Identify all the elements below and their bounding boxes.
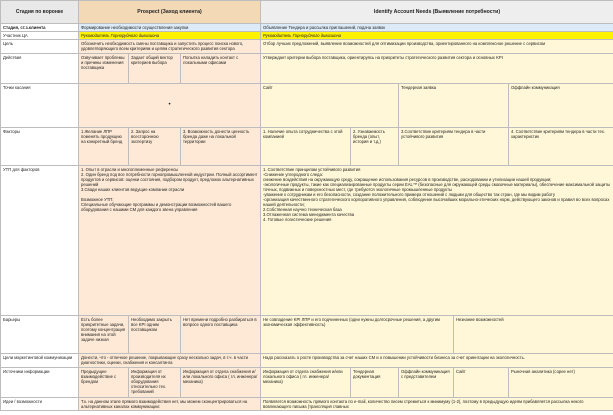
usp-line: Возможное УТП: <box>81 197 114 202</box>
identify-goal: Отбор лучших предложений, выявление возможностей для оптимизации производства, ориентированного на комплексное решение с сервисом <box>261 40 613 54</box>
identify-factor-4: 4. Соответствие критериям тендера в части тех. характеристик <box>509 128 613 166</box>
usp-line: 3.Отлаженная система менеджмента качества <box>263 212 355 217</box>
identify-factor-2: 2. Узнаваемость бренда (опыт, история и т.д.) <box>351 128 399 166</box>
row-label-touchpoints: Точки касания <box>1 84 79 128</box>
identify-touchpoint-offline: Оффлайн коммуникация <box>509 84 613 128</box>
row-label-client-stage: Стадия, ст.з.клиента <box>1 24 79 32</box>
identify-source-2: Тендерная документация <box>351 368 399 398</box>
usp-line: 1. Опыт в отрасли и многоплеменные референсы <box>81 167 179 172</box>
identify-ideas: Появляется возможность прямого контакта по e-mail, количество писем стремиться к минимуму (1-2), поэтому в предыдущую идеям прибавляется рассылка некого вовлекающего письма (трансляция главных <box>261 398 613 411</box>
row-label-actions: Действия <box>1 54 79 84</box>
prospect-client-stage: Формирование необходимости осуществления закупки <box>79 24 261 32</box>
identify-client-stage: Объявление Тендера и рассылка приглашений, подача заявок <box>261 24 613 32</box>
identify-factor-3: 3.Соответствие критериям тендера в части устойчивого развития <box>399 128 509 166</box>
prospect-header: Prospect (Заход клиента) <box>79 1 261 24</box>
prospect-source-2: Информация от производителя их оборудования относительно тех. требований <box>129 368 181 398</box>
bullet-icon: • <box>168 102 171 108</box>
prospect-barrier-2: Необходимо закрыть все KPI одним поставщиком <box>129 316 181 354</box>
prospect-action-1: Озвучивает проблемы и причины изменения поставщика <box>79 54 129 84</box>
prospect-factor-2: 2. Запрос на всесторонною экспертизу <box>129 128 181 166</box>
identify-source-1: Информация от отдела снабжения и/или локального офиса ( гл. инженера/механика) <box>261 368 351 398</box>
identify-factor-1: 1. Наличие опыта сотрудничества с этой компанией <box>261 128 351 166</box>
row-label-participant: Участник ЦА <box>1 32 79 40</box>
prospect-source-1: Предыдущее взаимодействие с брендом <box>79 368 129 398</box>
usp-line: 4. Готовые логистические решения <box>263 217 332 222</box>
prospect-ideas: Т.к. на данном этапе прямого взаимодействия нет, мы можем сконцентрироваться на альтернативных каналах коммуникации: <box>79 398 261 411</box>
usp-line: -Снижение углеродного следа: <box>263 172 323 177</box>
identify-participant: Руководитель Горнорудного дивизиона <box>261 32 613 40</box>
usp-line: -экологичные продукты, такие как специализированные продукты серии EAL™ (безопасные для окружающей среды смазочные материалы), обеспечение максимальной защиты точных, подвижных и поверхностных мест, где требуются экологичные промышленные продукты <box>263 182 611 192</box>
prospect-usp <box>79 166 261 316</box>
prospect-source-3: Информация от отдела снабжения и/или локального офиса ( гл. инженера/механика) <box>181 368 261 398</box>
usp-line: Специальные обучающие программы и демонстрации возможностей вашего оборудования с нашими СМ для каждого звена управления <box>81 202 232 212</box>
row-label-usp: УТП для факторов <box>1 166 79 316</box>
identify-barrier-2: Незнание возможностей <box>454 316 613 354</box>
prospect-action-2: Задает общий вектор критериев выбора <box>129 54 181 84</box>
identify-usp <box>261 166 613 316</box>
identify-header: Identify Account Needs (Выявление потребности) <box>261 1 613 24</box>
usp-line: снижение воздействия на окружающую среду, сокращение использования ресурсов в производстве, расходовании и утилизации нашей продукции; <box>263 177 552 182</box>
usp-line: -уважение к сотрудникам и его безопасности, создание положительного примера отношений с людьми для общество так стран, где мы видим работу <box>263 192 555 197</box>
row-label-marketing-goals: Цели маркетинговой коммуникации <box>1 354 79 368</box>
identify-marketing-goal: Надо рассказать о росте производства за счет наших СМ и о повышении устойчивости бизнеса за счет ориентации на экологичность. <box>261 354 613 368</box>
prospect-barrier-3: Нет времени подробно разбираться в вопросе одного поставщика <box>181 316 261 354</box>
prospect-touchpoint <box>79 84 261 128</box>
prospect-factor-1: 1.Желание ЛПР поменять продукцию на конкретный бренд <box>79 128 129 166</box>
prospect-participant: Руководитель Горнорудного дивизиона <box>79 32 261 40</box>
identify-source-4: Сайт <box>454 368 509 398</box>
prospect-marketing-goal: Донести, что - отличное решение, покрывающие сразу несколько задач, в т.ч. в части диагностики, оценки, снабжения и консалтинга <box>79 354 261 368</box>
identify-source-3: Оффлайн коммуникация с представителем <box>399 368 454 398</box>
identify-barrier-1: Не совпадение KPI ЛПР и его подчиненных (одни нужны долгосрочные решения, а другим экономическая эффективность) <box>261 316 454 354</box>
usp-line: 2.Собственная научно техническая база <box>263 207 342 212</box>
row-label-factors: Факторы <box>1 128 79 166</box>
usp-line: 2. Один бренд под все потребности горнопромышленной индустрии. Полный ассортимент продуктов и сервисов: оценки состояния, подбором продукт, предложок альтернативных решений <box>81 172 258 187</box>
usp-line: -организация качественного стратегического корпоративного управления, соблюдение высочайших морально-этических норм, действующего законов и правил во всех вопросах нашей деятельности; <box>263 197 610 207</box>
stage-column-header: Стадия по воронке <box>1 1 79 24</box>
row-label-sources: Источники информации <box>1 368 79 398</box>
identify-touchpoint-site: Сайт <box>261 84 399 128</box>
prospect-action-3: Попытка наладить контакт с локальными офисами <box>181 54 261 84</box>
row-label-barriers: Барьеры <box>1 316 79 354</box>
identify-actions: Утверждает критерии выбора поставщика, ориентируясь на приоритеты стратегического развития сектора и основных KPI <box>261 54 613 84</box>
row-label-ideas: Идеи / возможности <box>1 398 79 411</box>
identify-touchpoint-tender: Тендерная заявка <box>399 84 509 128</box>
prospect-factor-3: 3. Возможность донести ценность бренда даже на локальной территории <box>181 128 261 166</box>
row-label-goal: Цель <box>1 40 79 54</box>
usp-line: 3.Свади наших клиентов ведущие компании отрасли <box>81 187 185 192</box>
identify-source-5: Рыночная аналитика (сорее нет) <box>509 368 613 398</box>
usp-line: 1. Соответствие принципам устойчивого развития <box>263 167 361 172</box>
prospect-barrier-1: Есть более приоритетные задачи, поэтому концентрация внимания на этой задаче низкая <box>79 316 129 354</box>
prospect-goal: Обозначить необходимость смены поставщика и запустить процесс поиска нового, удовлетворяющего всем критериям и целям стратегического развития сектора <box>79 40 261 54</box>
